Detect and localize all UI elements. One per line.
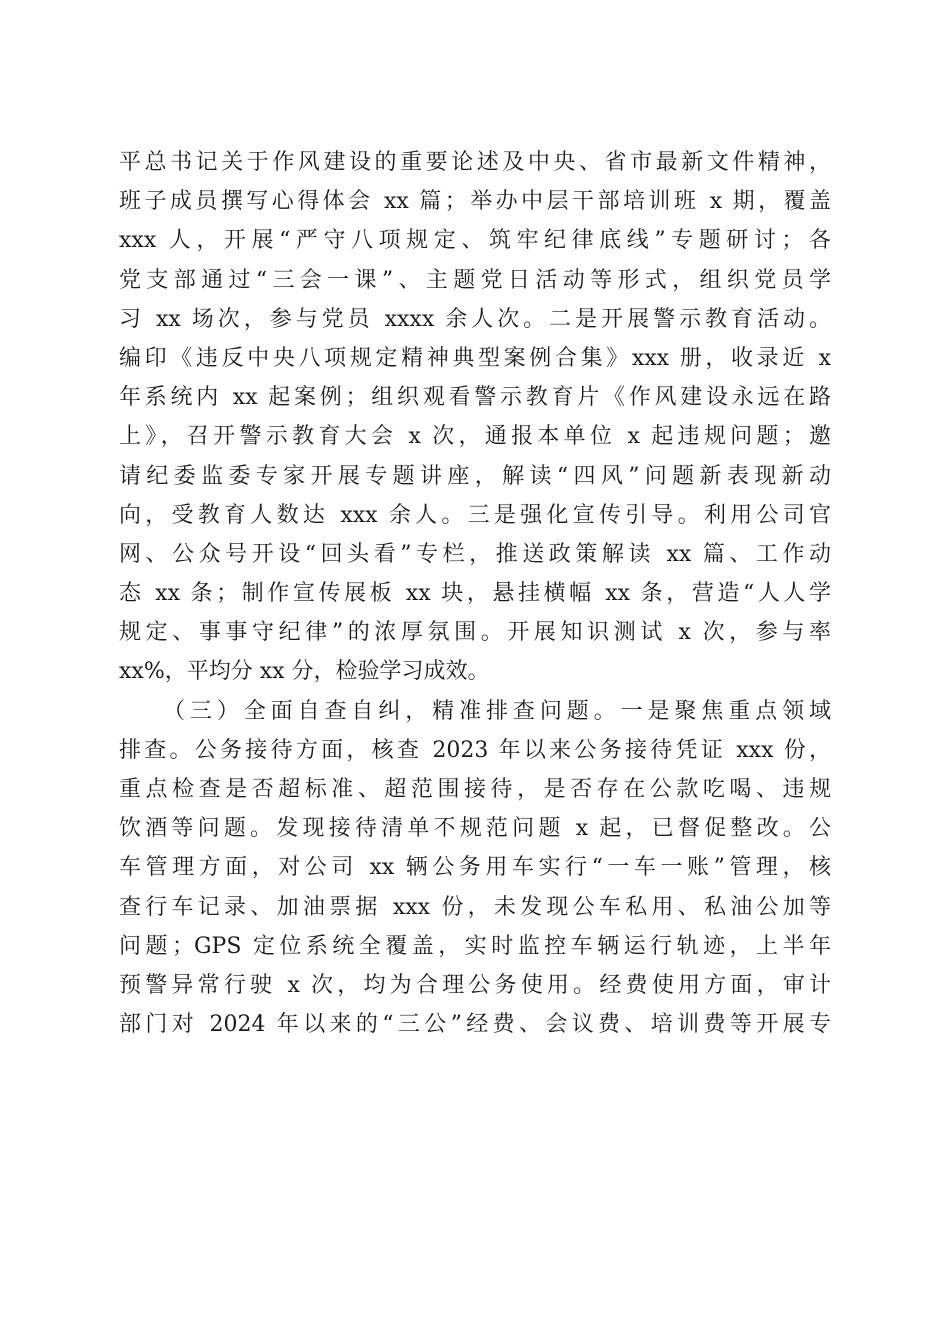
text-line: 网、公众号开设“回头看”专栏，推送政策解读 xx 篇、工作动 (119, 541, 831, 567)
text-line: 习 xx 场次，参与党员 xxxx 余人次。二是开展警示教育活动。 (119, 306, 831, 332)
text-line: 部门对 2024 年以来的“三公”经费、会议费、培训费等开展专 (119, 1012, 831, 1038)
text-line: 上》，召开警示教育大会 x 次，通报本单位 x 起违规问题；邀 (119, 424, 831, 450)
text-line: 查行车记录、加油票据 xxx 份，未发现公车私用、私油公加等 (119, 894, 831, 920)
text-line: 问题；GPS 定位系统全覆盖，实时监控车辆运行轨迹，上半年 (119, 933, 831, 959)
section-heading-line: （三）全面自查自纠，精准排查问题。一是聚焦重点领域 (163, 698, 831, 724)
text-line: 请纪委监委专家开展专题讲座，解读“四风”问题新表现新动 (119, 463, 831, 489)
text-line: 平总书记关于作风建设的重要论述及中央、省市最新文件精神， (119, 150, 831, 175)
text-line: 车管理方面，对公司 xx 辆公务用车实行“一车一账”管理，核 (119, 855, 831, 881)
text-line: xx%，平均分 xx 分，检验学习成效。 (119, 659, 490, 685)
text-line: 态 xx 条；制作宣传展板 xx 块，悬挂横幅 xx 条，营造“人人学 (119, 581, 831, 607)
text-line: 重点检查是否超标准、超范围接待，是否存在公款吃喝、违规 (119, 777, 831, 802)
text-line: 饮酒等问题。发现接待清单不规范问题 x 起，已督促整改。公 (119, 816, 831, 842)
text-line: 班子成员撰写心得体会 xx 篇；举办中层干部培训班 x 期，覆盖 (119, 189, 831, 215)
text-line: 党支部通过“三会一课”、主题党日活动等形式，组织党员学 (119, 267, 831, 293)
body-text (119, 143, 831, 1044)
text-line: 预警异常行驶 x 次，均为合理公务使用。经费使用方面，审计 (119, 972, 831, 998)
text-line: 排查。公务接待方面，核查 2023 年以来公务接待凭证 xxx 份， (119, 737, 831, 763)
text-line: 年系统内 xx 起案例；组织观看警示教育片《作风建设永远在路 (119, 385, 831, 411)
text-line: 规定、事事守纪律”的浓厚氛围。开展知识测试 x 次，参与率 (119, 620, 831, 646)
text-line: 向，受教育人数达 xxx 余人。三是强化宣传引导。利用公司官 (119, 502, 831, 528)
text-line: 编印《违反中央八项规定精神典型案例合集》xxx 册，收录近 x (119, 345, 831, 371)
text-line: xxx 人，开展“严守八项规定、筑牢纪律底线”专题研讨；各 (119, 228, 831, 254)
